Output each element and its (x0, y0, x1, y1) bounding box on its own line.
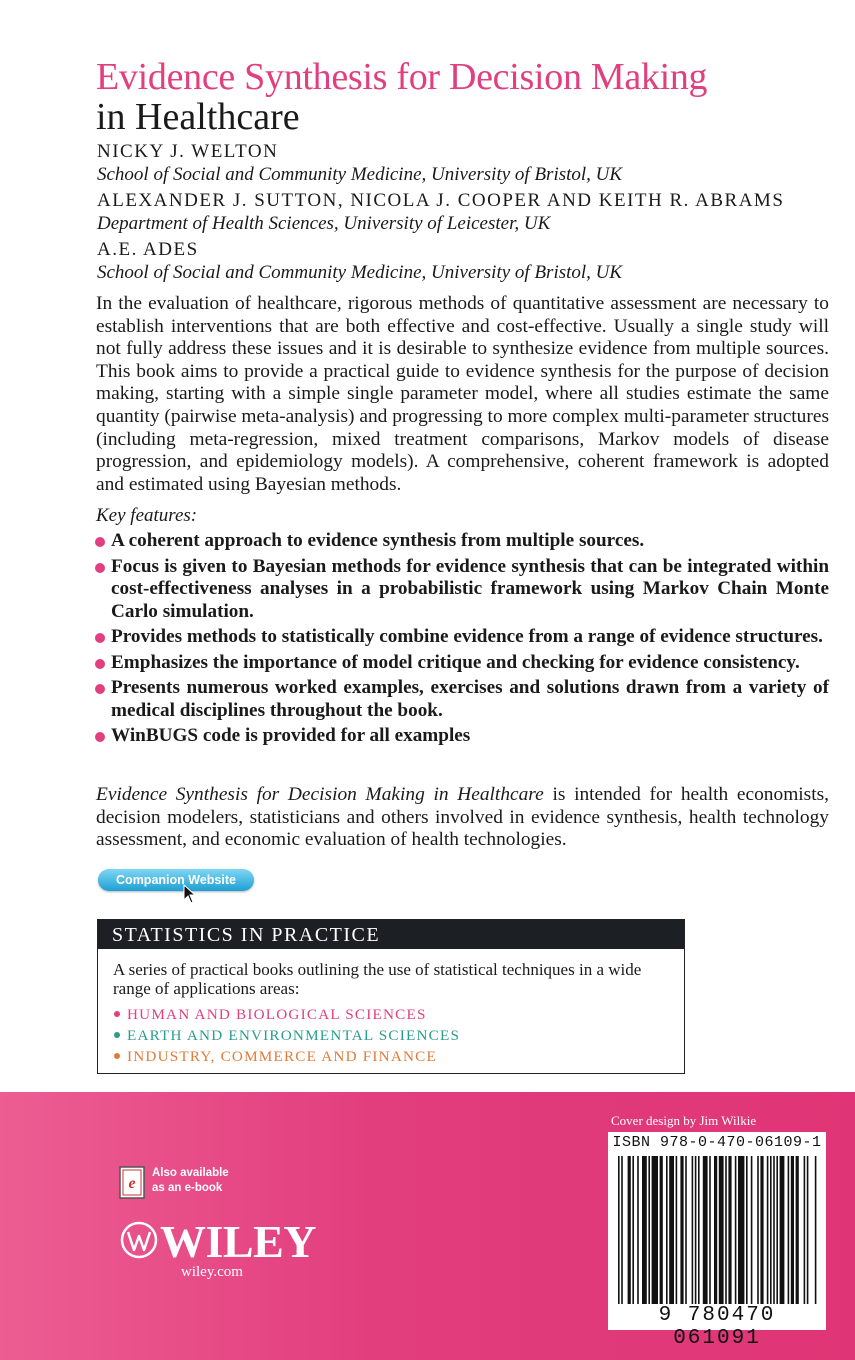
author-1-names: NICKY J. WELTON (97, 141, 279, 162)
barcode-stripe (725, 1156, 727, 1304)
barcode-stripe (642, 1156, 647, 1304)
barcode-stripe (628, 1156, 631, 1304)
series-box (97, 919, 685, 1074)
isbn-text: ISBN 978-0-470-06109-1 (612, 1134, 822, 1151)
author-1-affiliation: School of Social and Community Medicine, University of Bristol, UK (97, 164, 623, 185)
barcode-stripe (680, 1156, 683, 1304)
barcode-stripe (796, 1156, 799, 1304)
barcode-icon (614, 1156, 820, 1304)
series-area-label: EARTH AND ENVIRONMENTAL SCIENCES (127, 1027, 461, 1044)
closing-paragraph (96, 784, 829, 852)
barcode-stripe (660, 1156, 663, 1304)
barcode-stripe (676, 1156, 678, 1304)
bullet-icon (95, 633, 105, 643)
closing-book-title: Evidence Synthesis for Decision Making in Healthcare (96, 784, 544, 805)
feature-item (94, 556, 829, 624)
ebook-note (152, 1166, 262, 1196)
barcode-stripe (618, 1156, 620, 1304)
bullet-icon (95, 732, 105, 742)
ebook-icon (119, 1166, 147, 1200)
barcode-stripe (807, 1156, 809, 1304)
author-2-names: ALEXANDER J. SUTTON, NICOLA J. COOPER AND KEITH R. ABRAMS (97, 190, 785, 211)
mouse-cursor-icon (183, 884, 197, 904)
barcode-stripe (735, 1156, 737, 1304)
bullet-icon (95, 684, 105, 694)
feature-text: Provides methods to statistically combine evidence from a range of evidence structures. (111, 626, 823, 647)
publisher-url[interactable]: wiley.com (181, 1264, 243, 1280)
author-3-names: A.E. ADES (97, 239, 199, 260)
feature-text: A coherent approach to evidence synthesis from multiple sources. (111, 530, 645, 551)
bullet-icon (95, 659, 105, 669)
series-heading: STATISTICS IN PRACTICE (98, 920, 684, 949)
barcode-stripe (815, 1156, 817, 1304)
barcode-stripe (788, 1156, 790, 1304)
barcode-panel (608, 1132, 826, 1350)
series-area-label: INDUSTRY, COMMERCE AND FINANCE (127, 1048, 437, 1065)
feature-item (94, 530, 829, 553)
barcode-stripe (648, 1156, 650, 1304)
publisher-name: WILEY (160, 1216, 316, 1267)
barcode-stripe (669, 1156, 674, 1304)
feature-item (94, 725, 829, 748)
barcode-stripe (703, 1156, 708, 1304)
series-description: A series of practical books outlining the use of statistical techniques in a wide range of applications areas: (113, 960, 642, 998)
barcode-stripe (767, 1156, 769, 1304)
barcode-stripe (714, 1156, 717, 1304)
author-2-affiliation: Department of Health Sciences, University of Leicester, UK (97, 213, 551, 234)
companion-website-button[interactable]: Companion Website (98, 869, 254, 891)
series-area-label: HUMAN AND BIOLOGICAL SCIENCES (127, 1006, 427, 1023)
wiley-logo-icon (119, 1220, 159, 1260)
bullet-icon (95, 563, 105, 573)
barcode-stripe (728, 1156, 731, 1304)
bullet-icon (114, 1053, 120, 1059)
key-features-list (94, 530, 829, 751)
feature-text: Focus is given to Bayesian methods for evidence synthesis that can be integrated within cost-effectiveness analyses in a probabilistic framework using Markov Chain Monte Carlo simulation. (111, 555, 829, 622)
closing-text: is intended for health economists, decision modelers, statisticians and others involved in evidence synthesis, health technology assessment, and economic evaluation of health technologies. (96, 784, 829, 851)
series-area-3 (114, 1048, 437, 1066)
barcode-stripe (746, 1156, 748, 1304)
ebook-line2: as an e-book (152, 1182, 223, 1194)
barcode-stripe (738, 1156, 744, 1304)
barcode-stripe (780, 1156, 785, 1304)
book-title-line1: Evidence Synthesis for Decision Making (96, 56, 708, 98)
feature-text: Presents numerous worked examples, exercises and solutions drawn from a variety of medical disciplines throughout the book. (111, 677, 829, 721)
barcode-stripe (751, 1156, 753, 1304)
svg-text:e: e (128, 1175, 136, 1192)
feature-text: WinBUGS code is provided for all examples (111, 725, 471, 746)
barcode-stripe (776, 1156, 778, 1304)
barcode-stripe (632, 1156, 634, 1304)
bullet-icon (95, 537, 105, 547)
feature-item (94, 652, 829, 675)
series-area-1 (114, 1006, 427, 1024)
barcode-stripe (666, 1156, 668, 1304)
barcode-stripe (621, 1156, 623, 1304)
barcode-stripe (719, 1156, 724, 1304)
barcode-stripe (709, 1156, 711, 1304)
barcode-stripe (637, 1156, 639, 1304)
barcode-stripe (760, 1156, 763, 1304)
bullet-icon (114, 1011, 120, 1017)
barcode-stripe (698, 1156, 700, 1304)
cover-design-credit: Cover design by Jim Wilkie (611, 1113, 757, 1128)
series-area-2 (114, 1027, 460, 1045)
barcode-number: 9 780470 061091 (658, 1304, 776, 1350)
barcode-stripe (692, 1156, 694, 1304)
bullet-icon (114, 1032, 120, 1038)
barcode-stripe (757, 1156, 759, 1304)
key-features-label: Key features: (96, 505, 198, 526)
feature-text: Emphasizes the importance of model critique and checking for evidence consistency. (111, 651, 800, 673)
feature-item (94, 626, 829, 649)
barcode-stripe (804, 1156, 806, 1304)
author-3-affiliation: School of Social and Community Medicine, University of Bristol, UK (97, 262, 623, 283)
barcode-stripe (685, 1156, 687, 1304)
barcode-stripe (652, 1156, 658, 1304)
description: In the evaluation of healthcare, rigorous methods of quantitative assessment are necessary to establish interventions that are both effective and cost-effective. Usually a single study will not fully address these issues and it is desirable to synthesize evidence from multiple sources. This book aims to provide a practical guide to evidence synthesis for the purpose of decision making, starting with a simple single parameter model, where all studies estimate the same quantity (pairwise meta-analysis) and progressing to more complex multi-parameter structures (including meta-regression, mixed treatment comparisons, Markov models of disease progression, and epidemiology models). A comprehensive, coherent framework is adopted and estimated using Bayesian methods. (96, 293, 829, 495)
ebook-line1: Also available (152, 1167, 229, 1179)
barcode-stripe (695, 1156, 697, 1304)
book-title-line2: in Healthcare (96, 96, 300, 138)
barcode-stripe (770, 1156, 772, 1304)
barcode-stripe (791, 1156, 794, 1304)
feature-item (94, 677, 829, 722)
barcode-stripe (773, 1156, 775, 1304)
